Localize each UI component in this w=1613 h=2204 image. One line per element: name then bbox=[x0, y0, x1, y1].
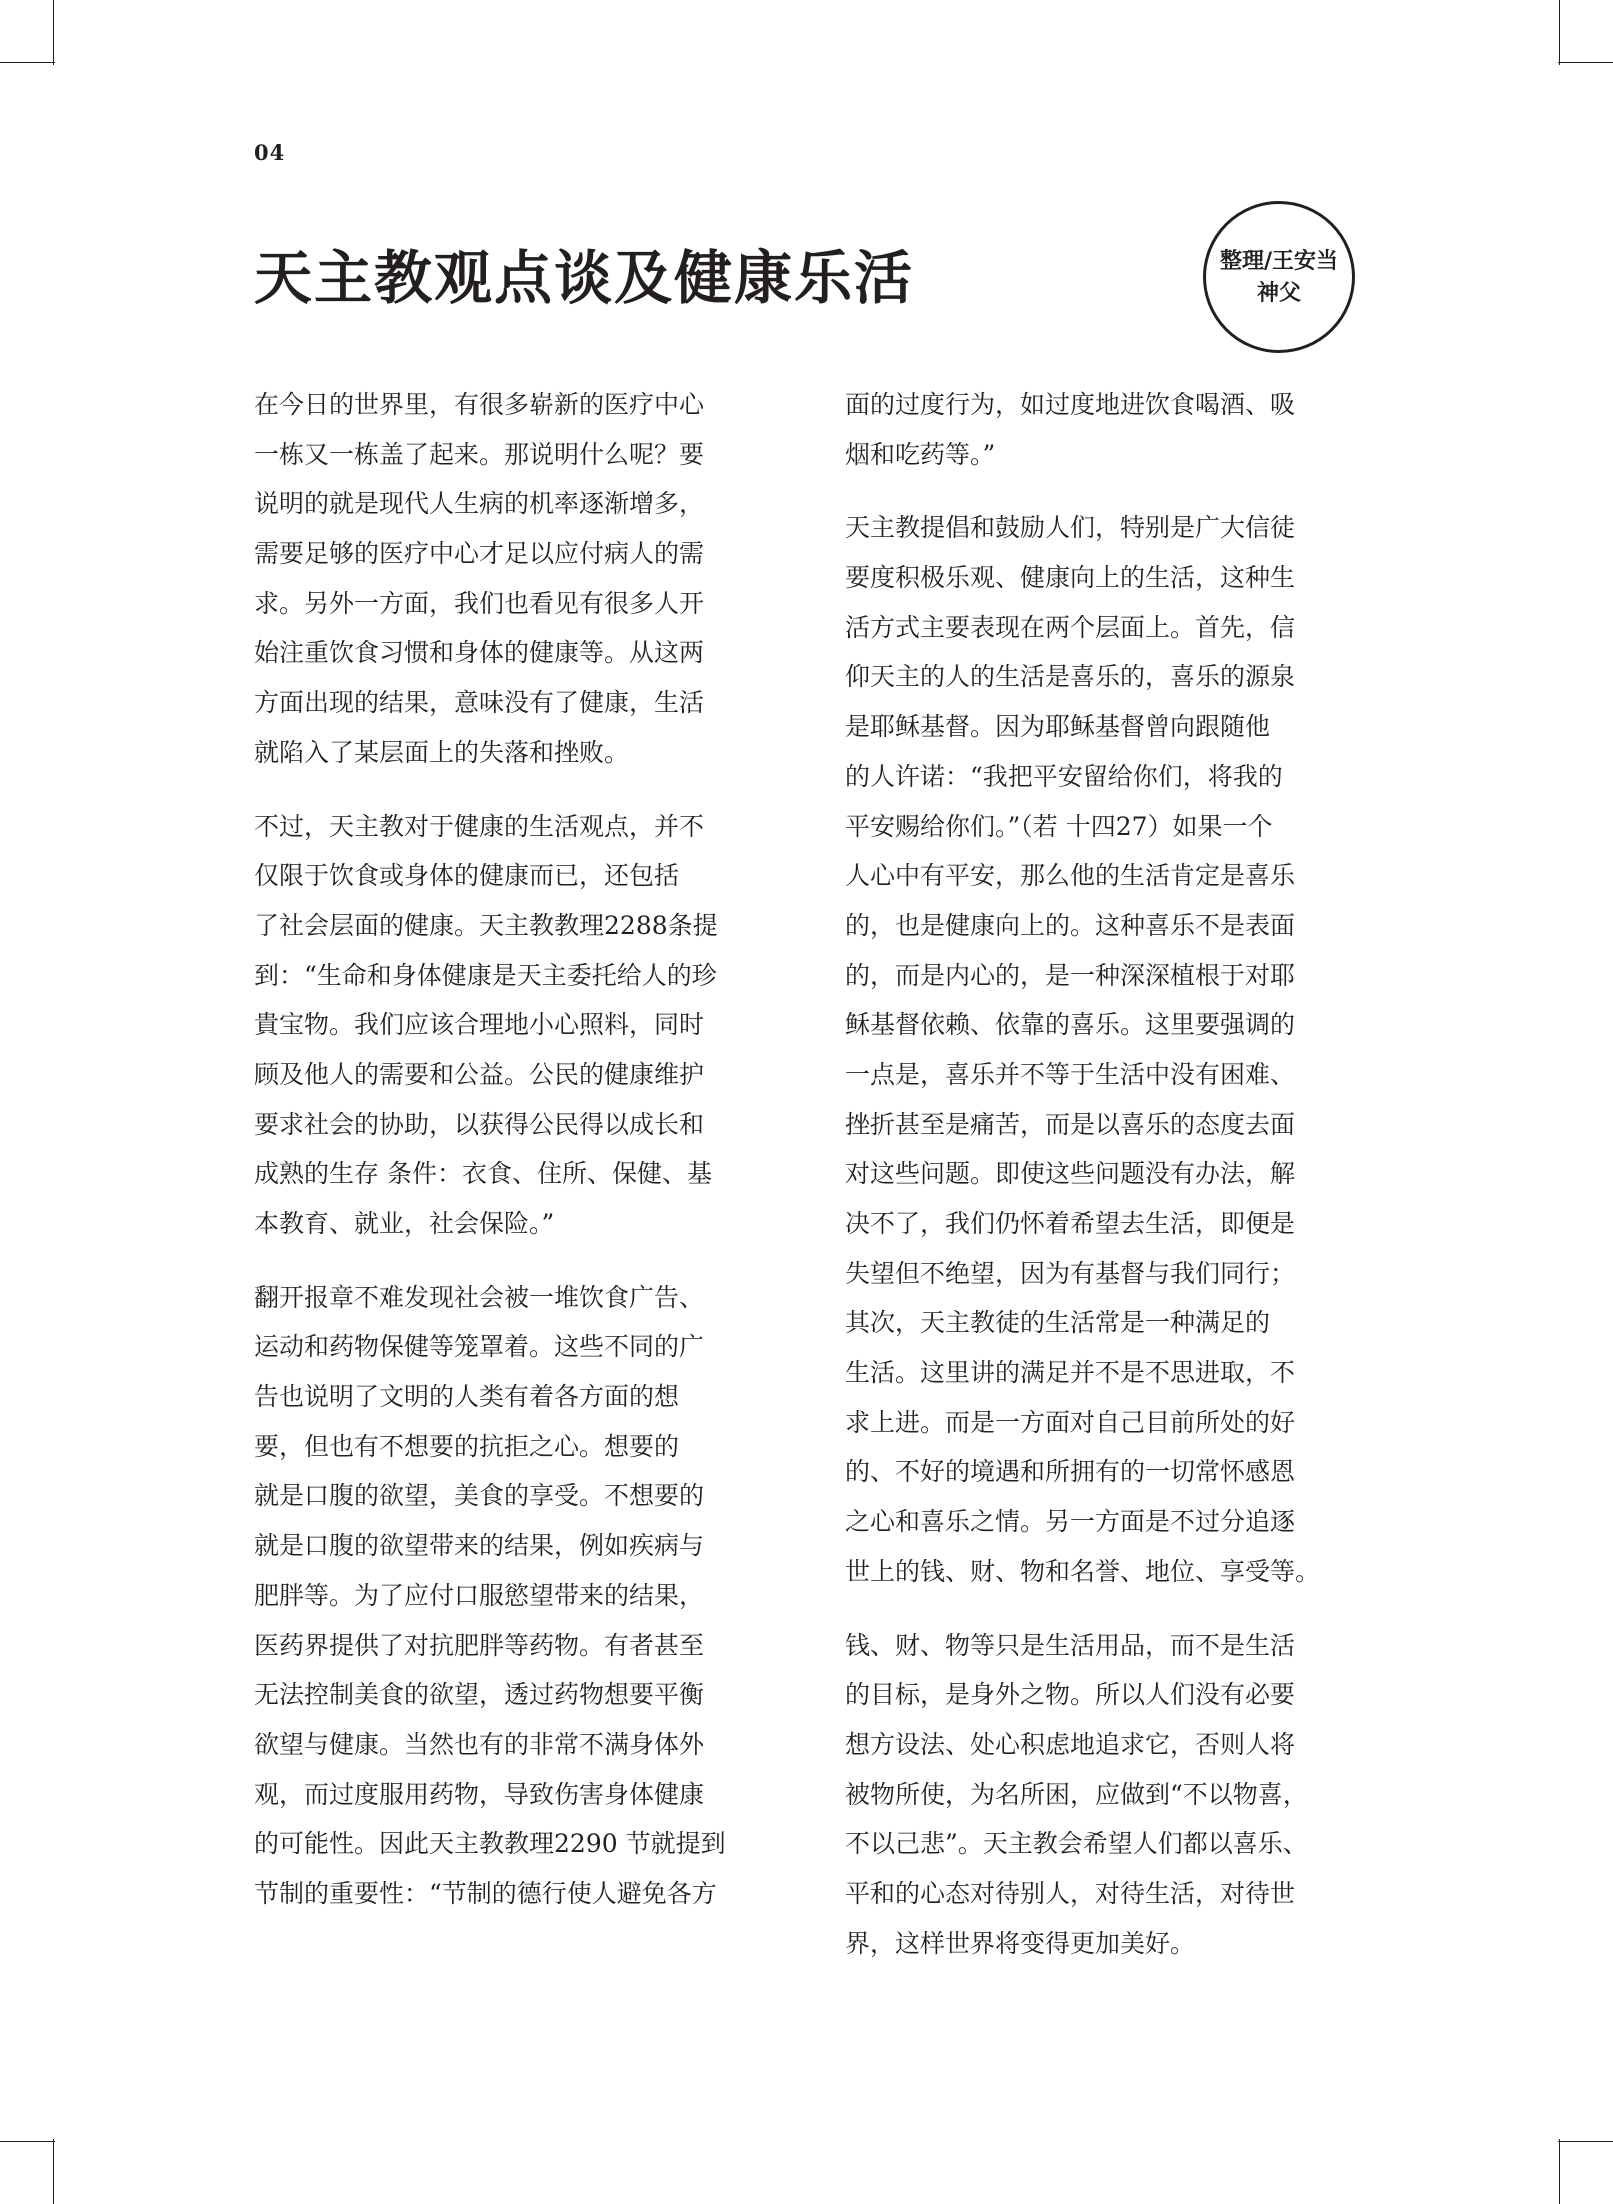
text-line: 活方式主要表现在两个层面上。首先，信 bbox=[845, 612, 1296, 642]
text-line: 不过，天主教对于健康的生活观点，并不 bbox=[254, 811, 705, 841]
text-line: 对这些问题。即使这些问题没有办法，解 bbox=[845, 1159, 1296, 1189]
text-line: 无法控制美食的欲望，透过药物想要平衡 bbox=[254, 1680, 705, 1710]
text-line: 到：“生命和身体健康是天主委托给人的珍 bbox=[254, 960, 717, 990]
text-line: 一点是，喜乐并不等于生活中没有困难、 bbox=[845, 1059, 1296, 1089]
text-line: 之心和喜乐之情。另一方面是不过分追逐 bbox=[845, 1507, 1296, 1537]
text-line: 烟和吃药等。” bbox=[845, 439, 996, 469]
text-line: 其次，天主教徒的生活常是一种满足的 bbox=[845, 1308, 1271, 1338]
text-line: 不以己悲”。天主教会希望人们都以喜乐、 bbox=[845, 1829, 1308, 1859]
text-line: 稣基督依赖、依靠的喜乐。这里要强调的 bbox=[845, 1010, 1296, 1040]
text-line: 欲望与健康。当然也有的非常不满身体外 bbox=[254, 1729, 705, 1759]
text-line: 要度积极乐观、健康向上的生活，这种生 bbox=[845, 563, 1296, 593]
paragraph bbox=[254, 802, 784, 1249]
author-badge bbox=[1203, 201, 1355, 353]
text-line: 界，这样世界将变得更加美好。 bbox=[845, 1928, 1196, 1958]
text-line: 方面出现的结果，意味没有了健康，生活 bbox=[254, 688, 705, 718]
page-number: 04 bbox=[254, 140, 286, 165]
text-line: 在今日的世界里，有很多崭新的医疗中心 bbox=[254, 390, 705, 419]
crop-mark-top-right-horizontal bbox=[1558, 62, 1613, 63]
text-line: 失望但不绝望，因为有基督与我们同行； bbox=[845, 1258, 1296, 1288]
text-line: 的，而是内心的，是一种深深植根于对耶 bbox=[845, 960, 1296, 990]
text-line: 一栋又一栋盖了起来。那说明什么呢？要 bbox=[254, 439, 705, 469]
text-line: 的目标，是身外之物。所以人们没有必要 bbox=[845, 1680, 1296, 1710]
crop-mark-bottom-left-horizontal bbox=[0, 2141, 55, 2142]
text-line: 成熟的生存 条件：衣食、住所、保健、基 bbox=[254, 1159, 712, 1189]
text-line: 生活。这里讲的满足并不是不思进取，不 bbox=[845, 1358, 1296, 1388]
text-line: 面的过度行为，如过度地进饮食喝酒、吸 bbox=[845, 390, 1296, 419]
text-line: 求上进。而是一方面对自己目前所处的好 bbox=[845, 1407, 1296, 1437]
text-line: 被物所使，为名所困，应做到“不以物喜， bbox=[845, 1779, 1308, 1809]
text-line: 的，也是健康向上的。这种喜乐不是表面 bbox=[845, 910, 1296, 940]
text-line: 始注重饮食习惯和身体的健康等。从这两 bbox=[254, 638, 705, 668]
text-line: 需要足够的医疗中心才足以应付病人的需 bbox=[254, 539, 705, 569]
text-line: 本教育、就业，社会保险。” bbox=[254, 1209, 555, 1238]
text-line: 是耶稣基督。因为耶稣基督曾向跟随他 bbox=[845, 712, 1271, 742]
text-line: 天主教提倡和鼓励人们，特别是广大信徒 bbox=[845, 513, 1296, 543]
text-line: 翻开报章不难发现社会被一堆饮食广告、 bbox=[254, 1282, 705, 1312]
text-line: 世上的钱、财、物和名誉、地位、享受等。 bbox=[845, 1556, 1321, 1586]
text-line: 仅限于饮食或身体的健康而已，还包括 bbox=[254, 861, 680, 891]
text-line: 平安赐给你们。”（若 十四27）如果一个 bbox=[845, 811, 1273, 841]
article-title: 天主教观点谈及健康乐活 bbox=[254, 244, 915, 312]
text-line: 就是口腹的欲望，美食的享受。不想要的 bbox=[254, 1481, 705, 1511]
paragraph bbox=[845, 1621, 1375, 1969]
paragraph bbox=[254, 380, 784, 778]
right-column bbox=[845, 380, 1375, 1992]
text-line: 了社会层面的健康。天主教教理2288条提 bbox=[254, 910, 718, 940]
crop-mark-bottom-right-horizontal bbox=[1558, 2141, 1613, 2142]
text-line: 仰天主的人的生活是喜乐的，喜乐的源泉 bbox=[845, 662, 1296, 692]
paragraph bbox=[845, 503, 1375, 1596]
left-column bbox=[254, 380, 784, 1943]
text-line: 运动和药物保健等笼罩着。这些不同的广 bbox=[254, 1332, 705, 1362]
text-line: 医药界提供了对抗肥胖等药物。有者甚至 bbox=[254, 1630, 705, 1660]
paragraph bbox=[254, 1273, 784, 1919]
paragraph bbox=[845, 380, 1375, 479]
author-badge-line-2: 神父 bbox=[1256, 280, 1301, 306]
text-line: 挫折甚至是痛苦，而是以喜乐的态度去面 bbox=[845, 1109, 1296, 1139]
text-line: 求。另外一方面，我们也看见有很多人开 bbox=[254, 588, 705, 618]
text-line: 的、不好的境遇和所拥有的一切常怀感恩 bbox=[845, 1457, 1296, 1487]
text-line: 告也说明了文明的人类有着各方面的想 bbox=[254, 1382, 680, 1412]
text-line: 人心中有平安，那么他的生活肯定是喜乐 bbox=[845, 861, 1296, 891]
text-line: 钱、财、物等只是生活用品，而不是生活 bbox=[845, 1630, 1296, 1660]
text-line: 肥胖等。为了应付口服慾望带来的结果， bbox=[254, 1580, 705, 1610]
text-line: 节制的重要性：“节制的德行使人避免各方 bbox=[254, 1878, 717, 1908]
text-line: 的人许诺：“我把平安留给你们，将我的 bbox=[845, 761, 1283, 791]
text-line: 就是口腹的欲望带来的结果，例如疾病与 bbox=[254, 1531, 705, 1561]
crop-mark-top-right-vertical bbox=[1559, 0, 1560, 65]
crop-mark-bottom-left-vertical bbox=[53, 2139, 54, 2204]
crop-mark-top-left-horizontal bbox=[0, 62, 55, 63]
text-line: 想方设法、处心积虑地追求它，否则人将 bbox=[845, 1729, 1296, 1759]
text-line: 貴宝物。我们应该合理地小心照料，同时 bbox=[254, 1010, 705, 1040]
text-line: 观，而过度服用药物，导致伤害身体健康 bbox=[254, 1779, 705, 1809]
text-line: 要求社会的协助，以获得公民得以成长和 bbox=[254, 1109, 705, 1139]
text-line: 平和的心态对待别人，对待生活，对待世 bbox=[845, 1878, 1296, 1908]
text-line: 要，但也有不想要的抗拒之心。想要的 bbox=[254, 1431, 680, 1461]
text-line: 说明的就是现代人生病的机率逐渐增多， bbox=[254, 489, 705, 519]
text-line: 的可能性。因此天主教教理2290 节就提到 bbox=[254, 1829, 726, 1859]
crop-mark-bottom-right-vertical bbox=[1559, 2139, 1560, 2204]
author-badge-line-1: 整理/王安当 bbox=[1219, 248, 1339, 274]
text-line: 决不了，我们仍怀着希望去生活，即便是 bbox=[845, 1209, 1296, 1238]
crop-mark-top-left-vertical bbox=[53, 0, 54, 65]
text-line: 顾及他人的需要和公益。公民的健康维护 bbox=[254, 1059, 705, 1089]
text-line: 就陷入了某层面上的失落和挫败。 bbox=[254, 737, 630, 767]
